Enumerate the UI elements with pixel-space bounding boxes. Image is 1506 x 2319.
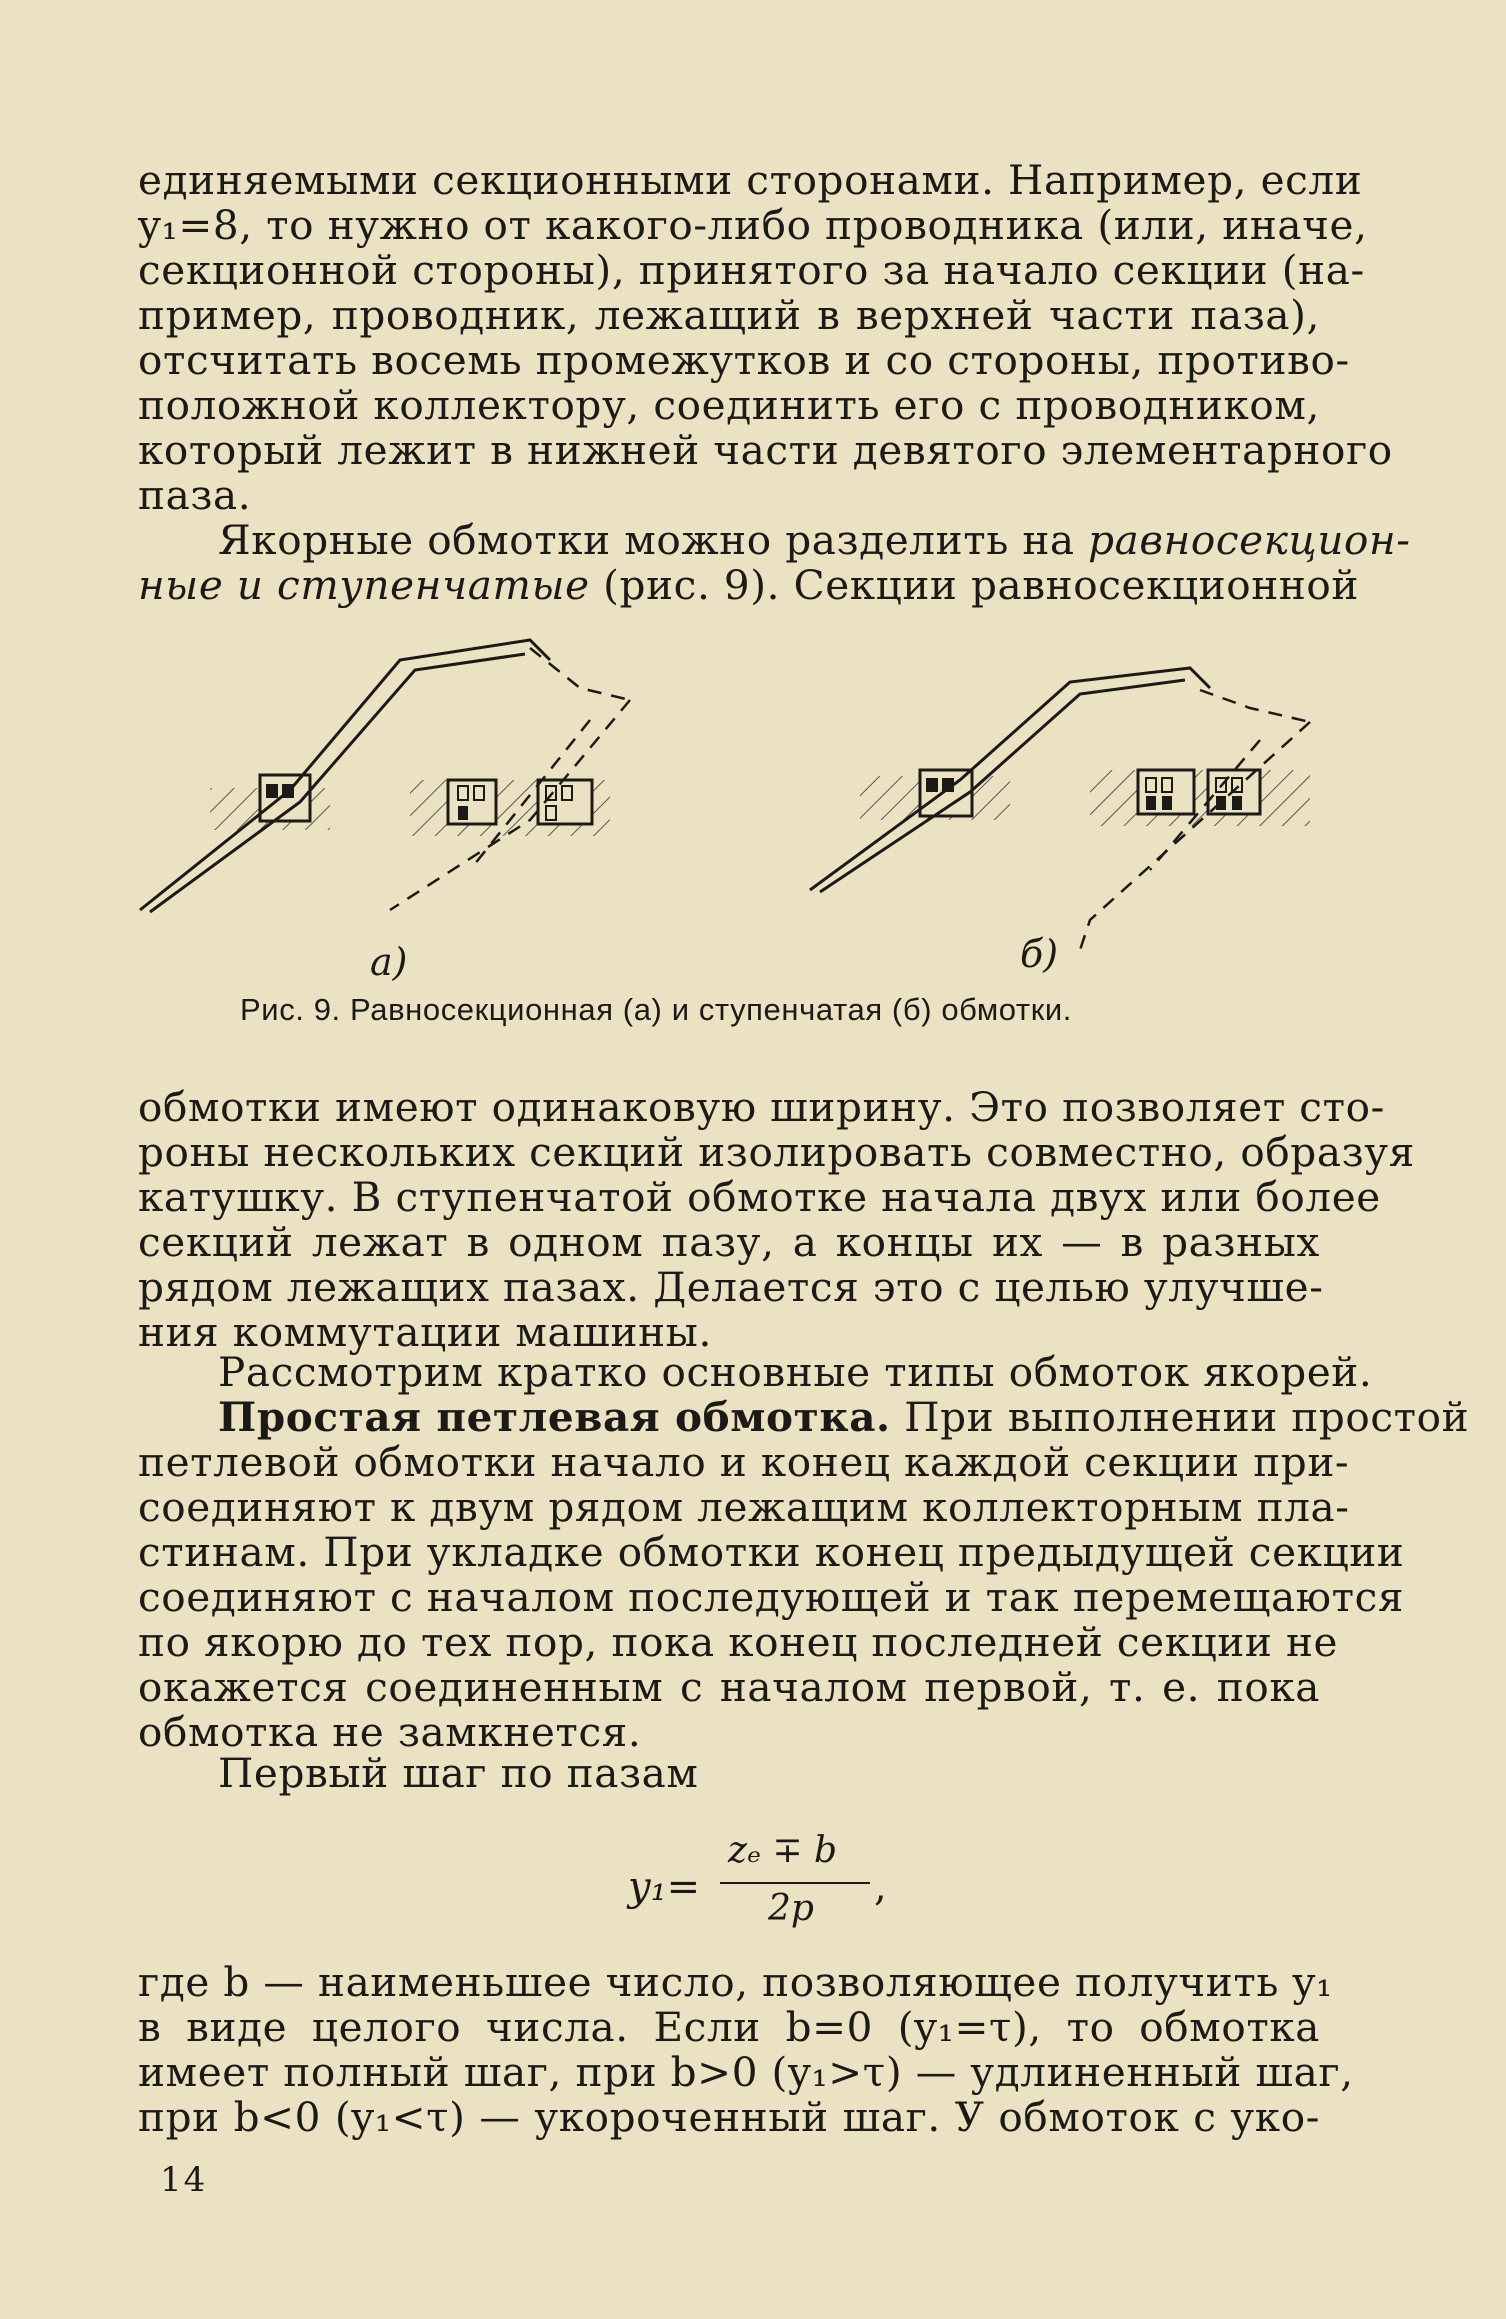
italic-term: ные и ступенчатые [138, 561, 590, 609]
text-line: рядом лежащих пазах. Делается это с целью улучше- [138, 1263, 1324, 1311]
text-line: Рассмотрим кратко основные типы обмоток якорей. [218, 1348, 1373, 1396]
text-line: соединяют с началом последующей и так перемещаются [138, 1573, 1405, 1621]
text-line: окажется соединенным с началом первой, т. е. пока [138, 1663, 1320, 1711]
text-line: паза. [138, 471, 252, 519]
formula-numerator: zₑ ∓ b [728, 1830, 838, 1871]
paragraph-4 [138, 1348, 1373, 1396]
formula-comma: , [874, 1864, 887, 1910]
page-number: 14 [160, 2160, 208, 2200]
figure-label-b: б) [1020, 932, 1059, 976]
text-line: y₁=8, то нужно от какого-либо проводника (или, иначе, [138, 201, 1368, 249]
text-line: единяемыми секционными сторонами. Например, если [138, 156, 1363, 204]
section-heading: Простая петлевая обмотка. [218, 1393, 891, 1441]
text-line: роны нескольких секций изолировать совместно, образуя [138, 1128, 1415, 1176]
paragraph-1 [138, 156, 1393, 519]
text-line: стинам. При укладке обмотки конец предыдущей секции [138, 1528, 1405, 1576]
diagram-a [140, 640, 630, 912]
figure-label-a: а) [370, 940, 408, 984]
diagram-b [810, 668, 1310, 950]
paragraph-6 [138, 1751, 1320, 1796]
text-line: Якорные обмотки можно разделить на равносекцион- [218, 516, 1411, 564]
text-line: ния коммутации машины. [138, 1308, 712, 1356]
text-line: пример, проводник, лежащий в верхней части паза), [138, 291, 1320, 339]
text-line: обмотки имеют одинаковую ширину. Это позволяет сто- [138, 1083, 1385, 1131]
figure-9-windings [130, 620, 1350, 1000]
step-formula [628, 1830, 948, 1940]
text-line: отсчитать восемь промежутков и со стороны, противо- [138, 336, 1350, 384]
italic-term: равносекцион- [1088, 516, 1411, 564]
paragraph-5 [138, 1393, 1470, 1756]
text-line: где b — наименьшее число, позволяющее получить y₁ [138, 1958, 1333, 2006]
text-line: положной коллектору, соединить его с проводником, [138, 381, 1320, 429]
text-line: секционной стороны), принятого за начало секции (на- [138, 246, 1365, 294]
fraction-bar [720, 1882, 870, 1884]
text-line: секций лежат в одном пазу, а концы их — в разных [138, 1218, 1320, 1266]
text-line: обмотка не замкнется. [138, 1708, 642, 1756]
text-line: в виде целого числа. Если b=0 (y₁=τ), то обмотка [138, 2003, 1320, 2051]
text-line: катушку. В ступенчатой обмотке начала двух или более [138, 1173, 1381, 1221]
formula-denominator: 2p [768, 1888, 814, 1929]
text-line: соединяют к двум рядом лежащим коллекторным пла- [138, 1483, 1350, 1531]
text-line: имеет полный шаг, при b>0 (y₁>τ) — удлиненный шаг, [138, 2048, 1354, 2096]
formula-lhs: y₁= [628, 1864, 701, 1910]
text-line: ные и ступенчатые (рис. 9). Секции равносекционной [138, 561, 1359, 609]
paragraph-3 [138, 1083, 1415, 1356]
paragraph-7 [138, 1958, 1354, 2141]
text-line: Первый шаг по пазам [218, 1749, 699, 1797]
figure-caption: Рис. 9. Равносекционная (а) и ступенчатая (б) обмотки. [240, 992, 1073, 1027]
text-line: при b<0 (y₁<τ) — укороченный шаг. У обмоток с уко- [138, 2093, 1320, 2141]
winding-diagram [130, 620, 1350, 1000]
text-line: по якорю до тех пор, пока конец последней секции не [138, 1618, 1339, 1666]
text-line: Простая петлевая обмотка. При выполнении простой [218, 1393, 1470, 1441]
text-line: который лежит в нижней части девятого элементарного [138, 426, 1393, 474]
text-line: петлевой обмотки начало и конец каждой секции при- [138, 1438, 1350, 1486]
paragraph-2 [138, 516, 1411, 609]
